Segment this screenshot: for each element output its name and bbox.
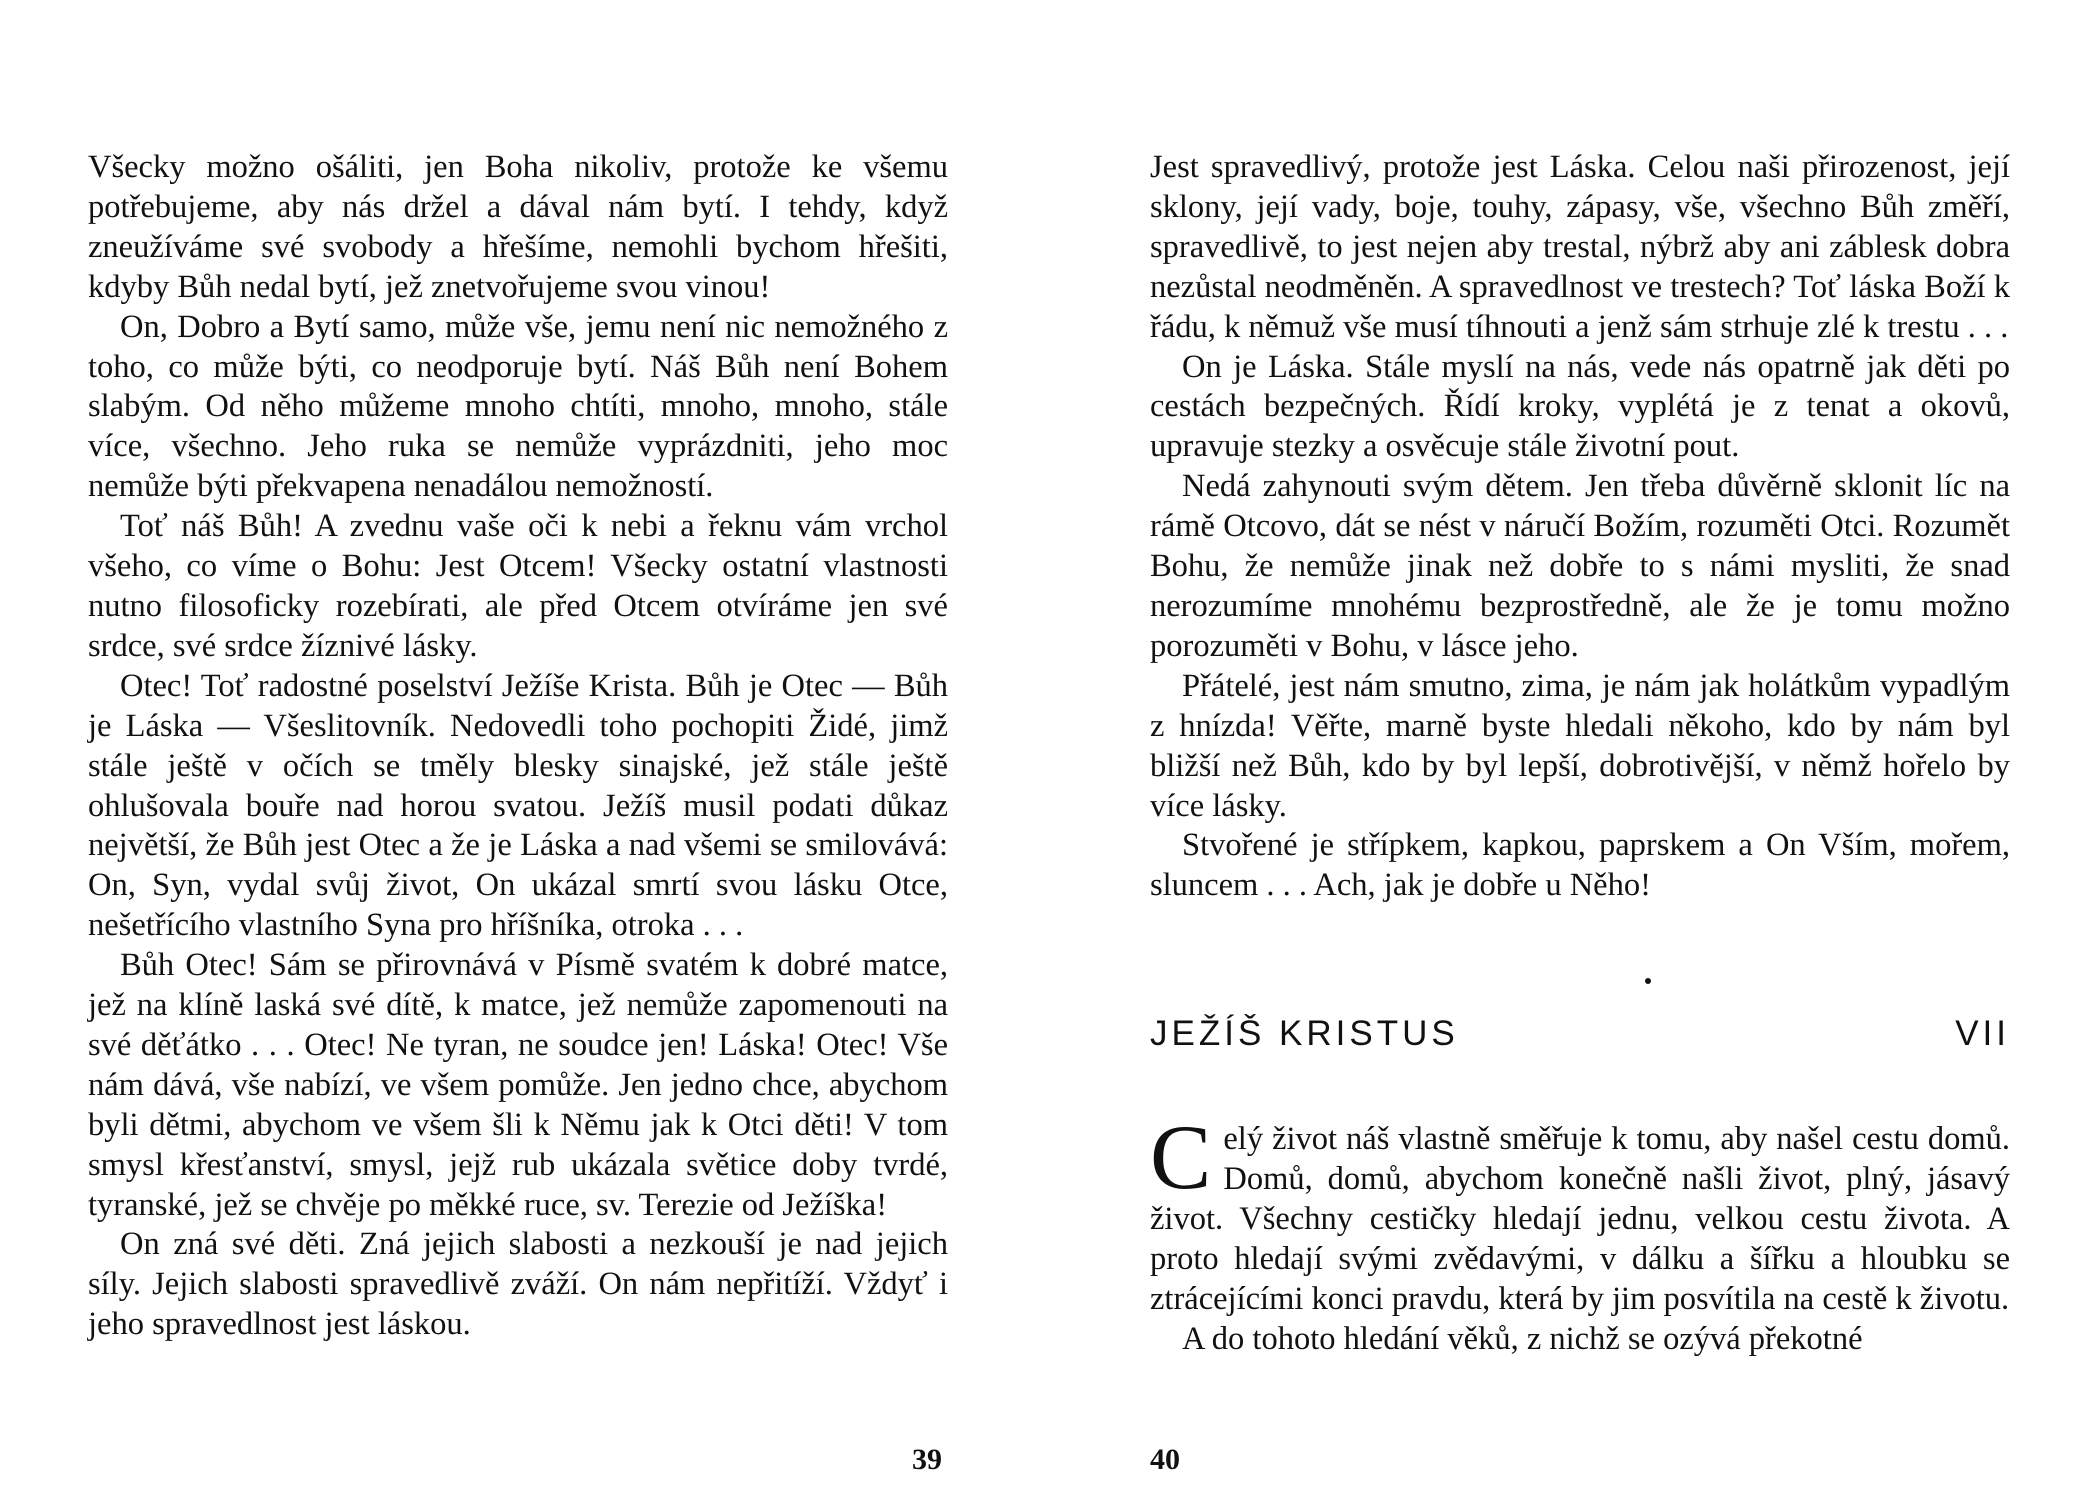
- page-number-left: 39: [912, 1443, 942, 1476]
- paragraph: Stvořené je střípkem, kapkou, paprskem a On Vším, mořem, sluncem . . . Ach, jak je dobře u Něho!: [1150, 827, 2010, 904]
- paragraph: Otec! Toť radostné poselství Ježíše Krista. Bůh je Otec — Bůh je Láska — Všeslitovník. Nedovedli toho pochopiti Židé, jimž stále ještě v očích se tměly blesky sinajské, jež stále ještě ohlušovala bouře nad horou svatou. Ježíš musil podati důkaz největší, že Bůh jest Otec a že je Láska a nad všemi se smilovává: On, Syn, vydal svůj život, On ukázal smrtí svou lásku Otce, nešetřícího vlastního Syna pro hříšníka, otroka . . .: [88, 667, 948, 944]
- chapter-first-paragraph-text: elý život náš vlastně směřuje k tomu, aby našel cestu domů. Domů, domů, abychom konečně našli život, plný, jásavý život. Všechny cestičky hledají jednu, velkou cestu života. A proto hledají svými zvědavými, v dálku a šířku a hloubku se ztrácejícími konci pravdu, která by jim posvítila na cestě k životu.: [1150, 1121, 2010, 1317]
- drop-cap: C: [1150, 1106, 1212, 1208]
- ornament-dot: [1645, 978, 1651, 984]
- paragraph: Bůh Otec! Sám se přirovnává v Písmě svatém k dobré matce, jež na klíně laská své dítě, k matce, jež nemůže zapomenouti na své děťátko . . . Otec! Ne tyran, ne soudce jen! Láska! Otec! Vše nám dává, vše nabízí, ve všem pomůže. Jen jedno chce, abychom byli dětmi, abychom ve všem šli k Němu jak k Otci děti! V tom smysl křesťanství, smysl, jejž rub ukázala světice doby tvrdé, tyranské, jež se chvěje po měkké ruce, sv. Terezie od Ježíška!: [88, 947, 948, 1223]
- paragraph: Jest spravedlivý, protože jest Láska. Celou naši přirozenost, její sklony, její vady, boje, touhy, zápasy, vše, všechno Bůh změří, spravedlivě, to jest nejen aby trestal, nýbrž aby ani záblesk dobra nezůstal neodměněn. A spravedlnost ve trestech? Toť láska Boží k řádu, k němuž vše musí tíhnouti a jenž sám strhuje zlé k trestu . . .: [1150, 149, 2010, 345]
- left-page-text: [88, 148, 948, 1345]
- chapter-title: JEŽÍŠ KRISTUS: [1150, 1014, 1459, 1053]
- chapter-second-paragraph: A do tohoto hledání věků, z nichž se ozývá překotné: [1182, 1320, 1863, 1357]
- chapter-first-paragraph: [1150, 1106, 2010, 1320]
- chapter-heading: [1150, 1014, 2010, 1054]
- paragraph: Toť náš Bůh! A zvednu vaše oči k nebi a řeknu vám vrchol všeho, co víme o Bohu: Jest Otcem! Všecky ostatní vlastnosti nutno filosoficky rozebírati, ale před Otcem otvíráme jen své srdce, své srdce žíznivé lásky.: [88, 508, 948, 664]
- right-page-text: [1150, 148, 2010, 906]
- page-number-right: 40: [1150, 1443, 1180, 1476]
- paragraph: On je Láska. Stále myslí na nás, vede nás opatrně jak děti po cestách bezpečných. Řídí kroky, vyplétá je z tenat a okovů, upravuje stezky a osvěcuje stále životní pout.: [1150, 348, 2010, 465]
- chapter-number: VII: [1955, 1014, 2010, 1053]
- paragraph: Přátelé, jest nám smutno, zima, je nám jak holátkům vypadlým z hnízda! Věřte, marně byste hledali někoho, kdo by nám byl bližší než Bůh, kdo by byl lepší, dobrotivější, v němž hořelo by více lásky.: [1150, 667, 2010, 824]
- chapter-body: [1150, 1106, 2010, 1359]
- paragraph: On, Dobro a Bytí samo, může vše, jemu není nic nemožného z toho, co může býti, co neodporuje bytí. Náš Bůh není Bohem slabým. Od něho můžeme mnoho chtíti, mnoho, mnoho, stále více, všechno. Jeho ruka se nemůže vyprázdniti, jeho moc nemůže býti překvapena nenadálou nemožností.: [88, 308, 948, 505]
- paragraph: On zná své děti. Zná jejich slabosti a nezkouší je nad jejich síly. Jejich slabosti spravedlivě zváží. On nám nepřitíží. Vždyť i jeho spravedlnost jest láskou.: [88, 1226, 948, 1343]
- paragraph: Všecky možno ošáliti, jen Boha nikoliv, protože ke všemu potřebujeme, aby nás držel a dával nám bytí. I tehdy, když zneužíváme své svobody a hřešíme, nemohli bychom hřešiti, kdyby Bůh nedal bytí, jež znetvořujeme svou vinou!: [88, 149, 948, 305]
- paragraph: Nedá zahynouti svým dětem. Jen třeba důvěrně sklonit líc na rámě Otcovo, dát se nést v náručí Božím, rozuměti Otci. Rozumět Bohu, že nemůže jinak než dobře to s námi mysliti, že snad nerozumíme mnohému bezprostředně, ale že je tomu možno porozuměti v Bohu, v lásce jeho.: [1150, 468, 2010, 664]
